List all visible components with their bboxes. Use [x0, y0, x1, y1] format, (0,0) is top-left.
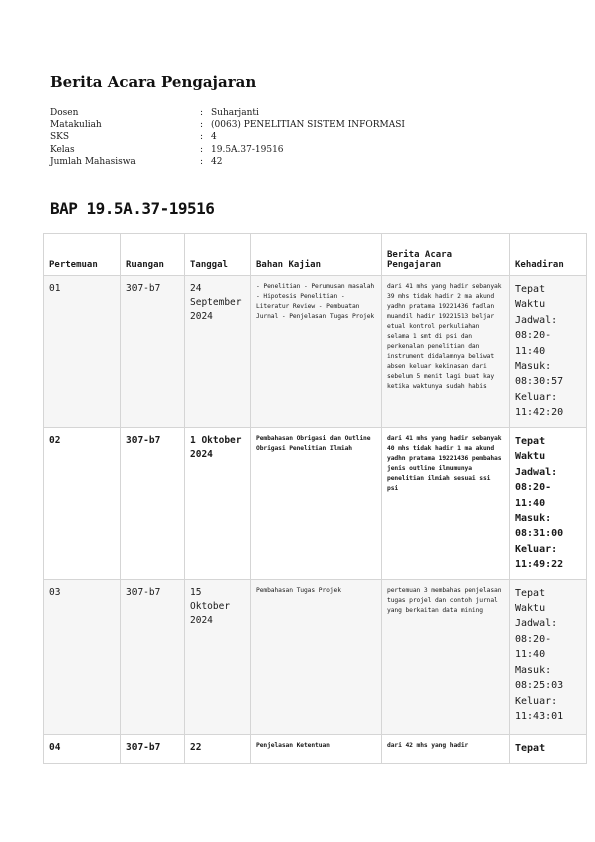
cell-ruangan: 307-b7	[121, 276, 185, 428]
meta-label: Jumlah Mahasiswa	[50, 156, 136, 167]
cell-bahan-kajian: Penjelasan Ketentuan	[251, 734, 382, 763]
header-ruangan: Ruangan	[121, 234, 185, 276]
meta-row-matakuliah	[50, 119, 405, 131]
meta-separator: :	[200, 120, 204, 131]
cell-tanggal: 1 Oktober 2024	[185, 428, 251, 580]
cell-bahan-kajian: - Penelitian - Perumusan masalah - Hipotesis Penelitian - Literatur Review - Pembuatan Jurnal - Penjelasan Tugas Projek	[251, 276, 382, 428]
meta-value: (0063) PENELITIAN SISTEM INFORMASI	[211, 120, 405, 131]
cell-tanggal: 22	[185, 734, 251, 763]
cell-kehadiran: Tepat	[510, 734, 587, 763]
cell-pertemuan: 01	[44, 276, 121, 428]
meta-row-sks	[50, 131, 405, 143]
course-info	[50, 107, 405, 168]
table-header-row	[44, 234, 587, 276]
bap-heading: BAP 19.5A.37-19516	[50, 199, 215, 218]
meta-separator: :	[200, 156, 204, 167]
meta-value: 42	[211, 156, 223, 167]
cell-kehadiran: Tepat Waktu Jadwal: 08:20-11:40 Masuk: 08:25:03 Keluar: 11:43:01	[510, 579, 587, 734]
cell-kehadiran: Tepat Waktu Jadwal: 08:20-11:40 Masuk: 08:31:00 Keluar: 11:49:22	[510, 428, 587, 580]
header-tanggal: Tanggal	[185, 234, 251, 276]
meta-value: 19.5A.37-19516	[211, 144, 284, 155]
header-berita-acara: Berita Acara Pengajaran	[382, 234, 510, 276]
cell-pertemuan: 03	[44, 579, 121, 734]
meta-separator: :	[200, 132, 204, 143]
cell-berita-acara: dari 41 mhs yang hadir sebanyak 40 mhs tidak hadir 1 ma akund yadhn pratama 19221436 pembahas jenis outline ilmumunya penelitian ilmiah sesuai ssi psi	[382, 428, 510, 580]
meta-label: Dosen	[50, 108, 79, 118]
cell-ruangan: 307-b7	[121, 428, 185, 580]
cell-pertemuan: 02	[44, 428, 121, 580]
meta-label: Matakuliah	[50, 120, 102, 131]
meta-value: Suharjanti	[211, 108, 259, 118]
header-pertemuan: Pertemuan	[44, 234, 121, 276]
meta-row-kelas	[50, 144, 405, 156]
table-row	[44, 734, 587, 763]
table-row	[44, 428, 587, 580]
cell-ruangan: 307-b7	[121, 579, 185, 734]
cell-berita-acara: dari 42 mhs yang hadir	[382, 734, 510, 763]
meta-separator: :	[200, 108, 204, 118]
meta-separator: :	[200, 144, 204, 155]
meta-label: Kelas	[50, 144, 75, 155]
cell-berita-acara: dari 41 mhs yang hadir sebanyak 39 mhs tidak hadir 2 ma akund yadhn pratama 19221436 fadlan muandil hadir 19221513 beljar etual kontrol perkuliahan selama 1 smt di psi dan perkenalan penelitian dan instrument didalamnya beliwat absen keluar kekinasan dari sebelum 5 menit lagi buat kay ketika waktunya sudah habis	[382, 276, 510, 428]
table-row	[44, 276, 587, 428]
meta-row-jumlah-mahasiswa	[50, 156, 405, 168]
cell-tanggal: 24 September 2024	[185, 276, 251, 428]
cell-bahan-kajian: Pembahasan Obrigasi dan Outline Obrigasi Penelitian Ilmiah	[251, 428, 382, 580]
table-row	[44, 579, 587, 734]
bap-table	[43, 233, 587, 764]
cell-kehadiran: Tepat Waktu Jadwal: 08:20-11:40 Masuk: 08:30:57 Keluar: 11:42:20	[510, 276, 587, 428]
cell-bahan-kajian: Pembahasan Tugas Projek	[251, 579, 382, 734]
meta-value: 4	[211, 132, 217, 143]
cell-pertemuan: 04	[44, 734, 121, 763]
meta-row-dosen	[50, 107, 405, 119]
page-title: Berita Acara Pengajaran	[50, 73, 257, 91]
cell-berita-acara: pertemuan 3 membahas penjelasan tugas projel dan contoh jurnal yang berkaitan data mining	[382, 579, 510, 734]
header-kehadiran: Kehadiran	[510, 234, 587, 276]
cell-tanggal: 15 Oktober 2024	[185, 579, 251, 734]
meta-label: SKS	[50, 132, 70, 143]
header-bahan-kajian: Bahan Kajian	[251, 234, 382, 276]
cell-ruangan: 307-b7	[121, 734, 185, 763]
